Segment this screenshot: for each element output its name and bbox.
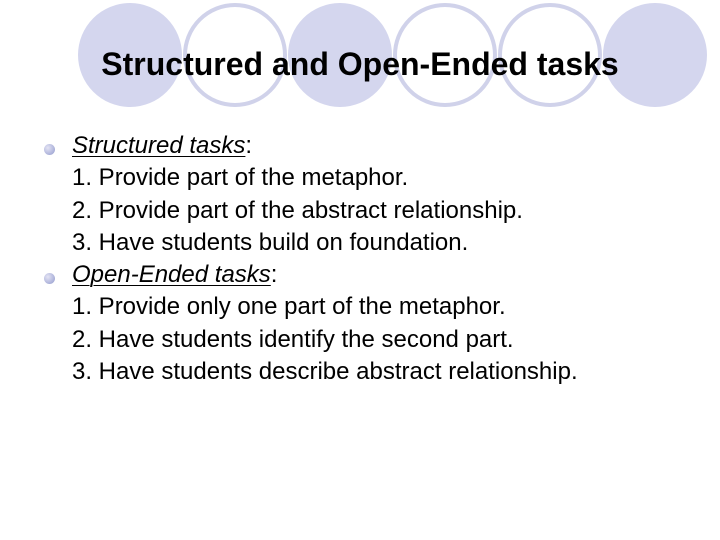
list-item: 1. Provide part of the metaphor. <box>72 164 409 192</box>
list-item: 3. Have students describe abstract relationship. <box>72 358 578 386</box>
bullet-icon <box>44 144 55 155</box>
bullet-heading-line <box>72 259 708 291</box>
bullet-heading: Open-Ended tasks <box>72 261 271 289</box>
bullet-heading: Structured tasks <box>72 132 246 159</box>
slide-title: Structured and Open-Ended tasks <box>101 46 619 82</box>
slide-body <box>58 130 708 388</box>
list-item: 2. Provide part of the abstract relationship. <box>72 196 523 224</box>
list-item: 3. Have students build on foundation. <box>72 228 469 256</box>
list-item: 1. Provide only one part of the metaphor. <box>72 293 506 321</box>
list-item: 2. Have students identify the second part. <box>72 325 514 353</box>
heading-colon: : <box>245 132 253 159</box>
bullet-open-ended-tasks <box>58 259 708 388</box>
bullet-heading-line <box>72 130 708 162</box>
bullet-icon <box>44 273 55 284</box>
bullet-structured-tasks <box>58 130 708 259</box>
heading-colon: : <box>270 261 278 289</box>
